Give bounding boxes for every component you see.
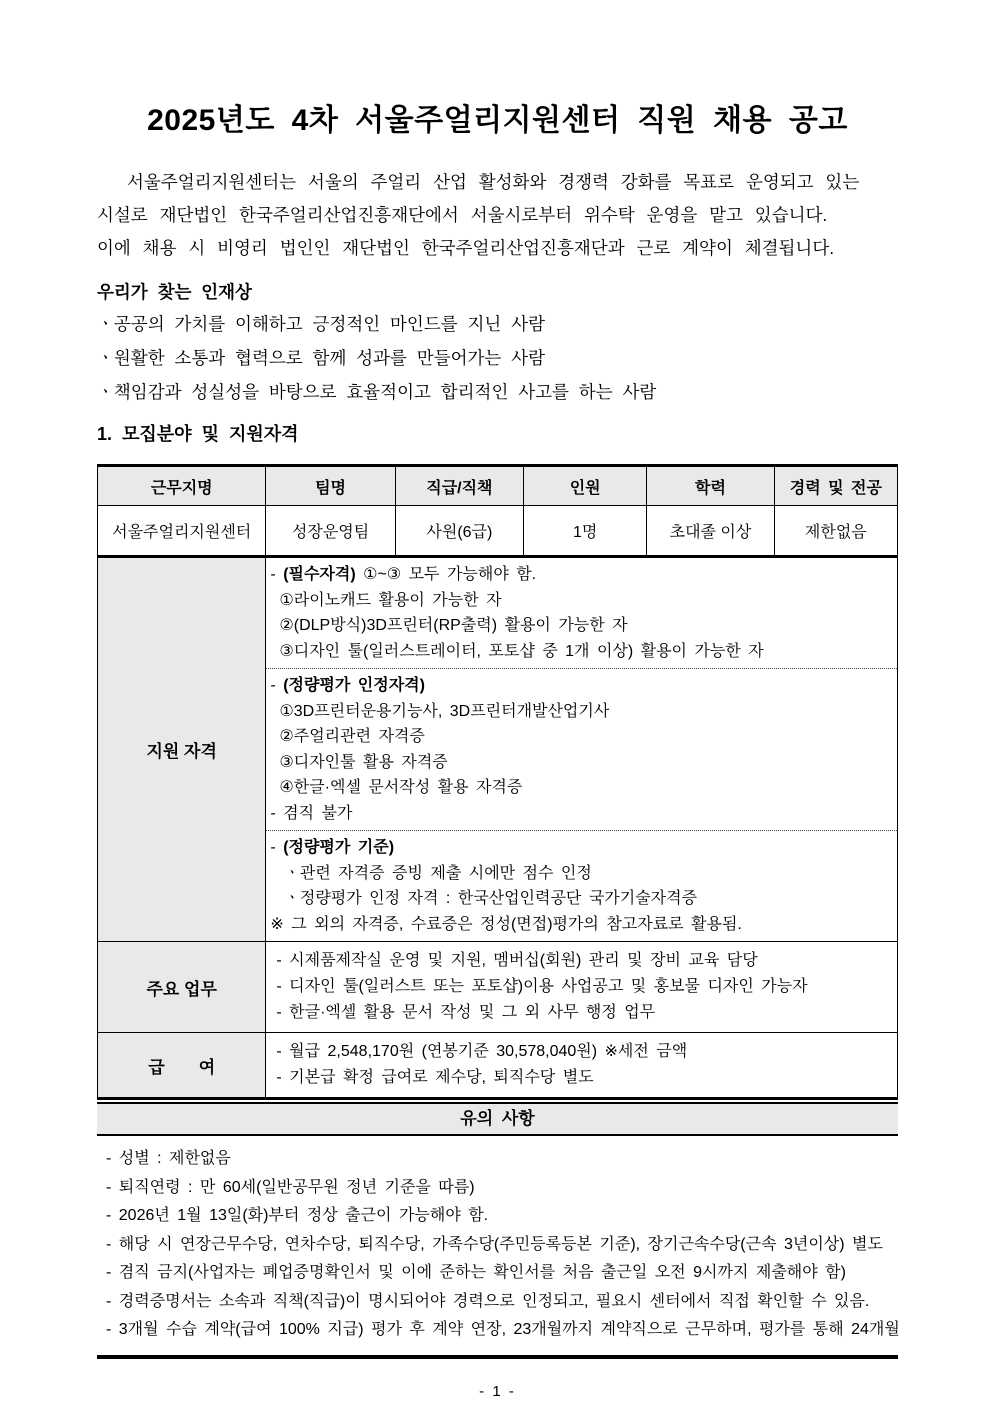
cell-workplace: 서울주얼리지원센터 <box>98 506 266 557</box>
notice-item: - 3개월 수습 계약(급여 100% 지급) 평가 후 계약 연장, 23개월까지 계약직으로 근무하며, 평가를 통해 24개월 <box>106 1321 900 1338</box>
cell-education: 초대졸 이상 <box>647 506 774 557</box>
notice-list <box>97 1136 898 1359</box>
notice-item: - 경력증명서는 소속과 직책(직급)이 명시되어야 경력으로 인정되고, 필요시 센터에서 직접 확인할 수 있음. <box>106 1292 870 1310</box>
cell-team: 성장운영팀 <box>266 506 395 557</box>
duties-row <box>98 942 898 1033</box>
page-title: 2025년도 4차 서울주얼리지원센터 직원 채용 공고 <box>147 104 848 137</box>
page-number: - 1 - <box>479 1382 516 1400</box>
qual-line: ②주얼리관련 자격증 <box>279 728 425 745</box>
notice-item: - 해당 시 연장근무수당, 연차수당, 퇴직수당, 가족수당(주민등록등본 기준), 장기근속수당(근속 3년이상) 별도 <box>106 1235 883 1253</box>
qual-line: ②(DLP방식)3D프린터(RP출력) 활용이 가능한 자 <box>279 617 628 634</box>
talent-item: ㆍ공공의 가치를 이해하고 긍정적인 마인드를 지닌 사람 <box>97 314 545 334</box>
qual-line: ①3D프린터운용기능사, 3D프린터개발산업기사 <box>279 702 610 720</box>
document-content <box>0 100 992 1400</box>
intro-paragraph <box>97 166 898 265</box>
recruitment-table <box>97 464 898 1100</box>
salary-content <box>266 1033 898 1099</box>
notice-item: - 겸직 금지(사업자는 폐업증명확인서 및 이에 준하는 확인서를 처음 출근일 오전 9시까지 제출해야 함) <box>106 1264 846 1281</box>
qual-block-quantitative-criteria <box>266 830 897 941</box>
table-data-row <box>98 506 898 557</box>
duty-line: - 시제품제작실 운영 및 지원, 멤버십(회원) 관리 및 장비 교육 담당 <box>276 952 758 969</box>
column-header-education: 학력 <box>647 466 774 506</box>
talent-section <box>97 277 898 409</box>
qual-line: - 겸직 불가 <box>270 804 353 822</box>
duty-line: - 디자인 툴(일러스트 또는 포토샵)이용 사업공고 및 홍보물 디자인 가능자 <box>276 978 808 995</box>
qual-line: ①라이노캐드 활용이 가능한 자 <box>279 591 502 609</box>
column-header-headcount: 인원 <box>524 466 647 506</box>
cell-headcount: 1명 <box>524 506 647 557</box>
qual-head: - (정량평가 인정자격) <box>270 677 425 694</box>
column-header-workplace: 근무지명 <box>98 466 266 506</box>
qual-line: ※ 그 외의 자격증, 수료증은 정성(면접)평가의 참고자료로 활용됨. <box>270 915 742 933</box>
notice-item: - 2026년 1월 13일(화)부터 정상 출근이 가능해야 함. <box>106 1207 489 1224</box>
notice-item: - 성별 : 제한없음 <box>106 1150 231 1167</box>
table-header-row <box>98 466 898 506</box>
qual-line: ㆍ정량평가 인정 자격 : 한국산업인력공단 국가기술자격증 <box>284 890 698 907</box>
qual-line: ④한글·엑셀 문서작성 활용 자격증 <box>279 779 523 796</box>
qual-block-required <box>266 558 897 668</box>
column-header-position: 직급/직책 <box>395 466 523 506</box>
qual-block-quantitative-cert <box>266 668 897 830</box>
talent-item: ㆍ책임감과 성실성을 바탕으로 효율적이고 합리적인 사고를 하는 사람 <box>97 382 657 402</box>
salary-line: - 기본급 확정 급여로 제수당, 퇴직수당 별도 <box>276 1069 594 1086</box>
notice-item: - 퇴직연령 : 만 60세(일반공무원 정년 기준을 따름) <box>106 1178 475 1196</box>
intro-line: 서울주얼리지원센터는 서울의 주얼리 산업 활성화와 경쟁력 강화를 목표로 운영되고 있는 <box>127 172 860 192</box>
intro-line: 시설로 재단법인 한국주얼리산업진흥재단에서 서울시로부터 위수탁 운영을 맡고 있습니다. <box>97 205 828 225</box>
cell-career: 제한없음 <box>774 506 897 557</box>
qual-head: - (정량평가 기준) <box>270 839 395 856</box>
qual-line: ③디자인 툴(일러스트레이터, 포토샵 중 1개 이상) 활용이 가능한 자 <box>279 642 764 660</box>
duties-label: 주요 업무 <box>98 942 266 1033</box>
notice-band <box>97 1102 898 1136</box>
salary-line: - 월급 2,548,170원 (연봉기준 30,578,040원) ※세전 금액 <box>276 1043 688 1060</box>
qual-line: ③디자인툴 활용 자격증 <box>279 753 448 771</box>
qualification-content <box>266 557 898 942</box>
talent-item: ㆍ원활한 소통과 협력으로 함께 성과를 만들어가는 사람 <box>97 348 545 368</box>
talent-heading: 우리가 찾는 인재상 <box>97 282 252 302</box>
duties-content <box>266 942 898 1033</box>
qualification-label: 지원 자격 <box>98 557 266 942</box>
salary-row <box>98 1033 898 1099</box>
section-heading: 1. 모집분야 및 지원자격 <box>97 424 299 444</box>
column-header-career: 경력 및 전공 <box>774 466 897 506</box>
qual-head: - (필수자격) ①~③ 모두 가능해야 함. <box>270 566 537 583</box>
cell-position: 사원(6급) <box>395 506 523 557</box>
salary-label: 급 여 <box>98 1033 266 1099</box>
notice-heading: 유의 사항 <box>460 1109 535 1128</box>
duty-line: - 한글·엑셀 활용 문서 작성 및 그 외 사무 행정 업무 <box>276 1004 656 1021</box>
qualification-row <box>98 557 898 942</box>
intro-line: 이에 채용 시 비영리 법인인 재단법인 한국주얼리산업진흥재단과 근로 계약이 체결됩니다. <box>97 238 835 258</box>
qual-line: ㆍ관련 자격증 증빙 제출 시에만 점수 인정 <box>284 864 592 882</box>
column-header-team: 팀명 <box>266 466 395 506</box>
